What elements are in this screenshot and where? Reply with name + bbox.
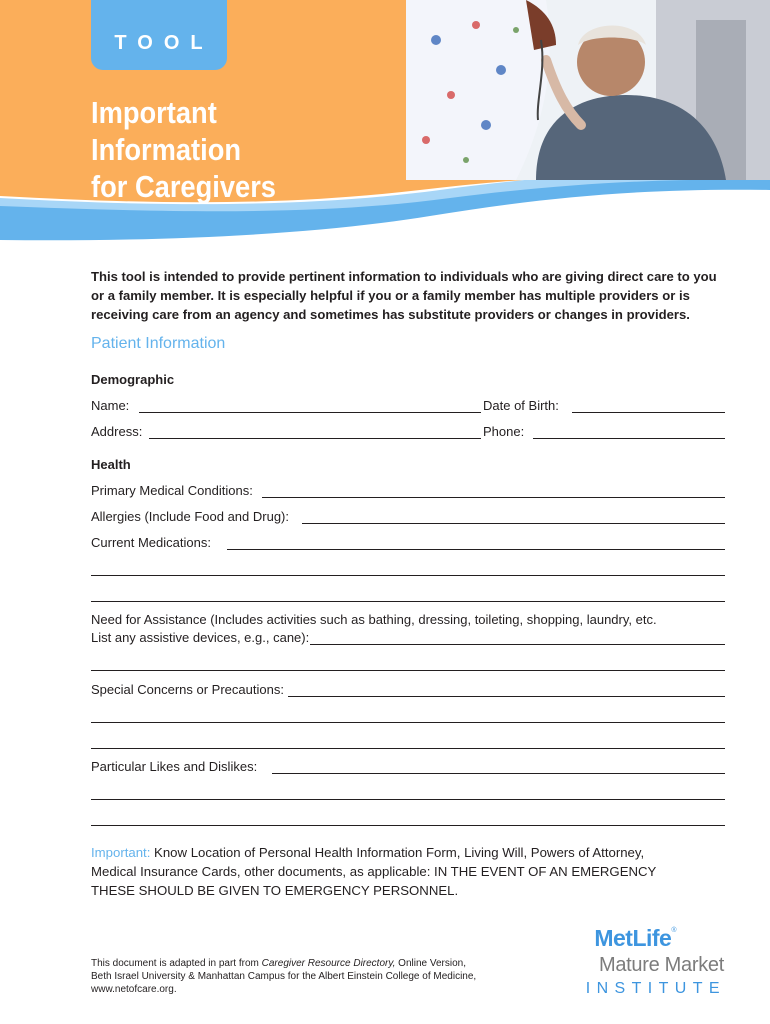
caregiver-photo xyxy=(406,0,770,180)
medications-field[interactable] xyxy=(227,549,725,550)
likes-field-line-2[interactable] xyxy=(91,799,725,800)
assistance-field-line-2[interactable] xyxy=(91,670,725,671)
footer-source-title: Caregiver Resource Directory, xyxy=(261,958,396,969)
metlife-logo xyxy=(594,925,676,952)
metlife-brand: MetLife xyxy=(594,925,672,951)
footer-note xyxy=(91,957,561,996)
important-line-2: Medical Insurance Cards, other documents, as applicable: IN THE EVENT OF AN EMERGENCY xyxy=(91,864,657,879)
phone-label: Phone: xyxy=(483,424,525,439)
medications-field-line-2[interactable] xyxy=(91,575,725,576)
concerns-field-line-2[interactable] xyxy=(91,722,725,723)
institute-logo-text: INSTITUTE xyxy=(585,980,726,997)
important-note xyxy=(91,843,711,900)
dob-field[interactable] xyxy=(572,412,725,413)
address-field[interactable] xyxy=(149,438,481,439)
likes-field-line-3[interactable] xyxy=(91,825,725,826)
important-label: Important: xyxy=(91,845,151,860)
important-line-1 xyxy=(91,843,711,862)
section-heading: Patient Information xyxy=(91,335,226,352)
footer-prefix: This document is adapted in part from xyxy=(91,958,262,969)
concerns-field-line-3[interactable] xyxy=(91,748,725,749)
likes-label: Particular Likes and Dislikes: xyxy=(91,759,258,774)
name-label: Name: xyxy=(91,398,130,413)
footer-link: www.netofcare.org. xyxy=(91,984,177,995)
concerns-label: Special Concerns or Precautions: xyxy=(91,682,284,697)
footer-line-2: Beth Israel University & Manhattan Campus for the Albert Einstein College of Medicine, xyxy=(91,971,477,982)
allergies-field[interactable] xyxy=(302,523,725,524)
page-title xyxy=(91,94,373,205)
tool-badge: TOOL xyxy=(91,0,227,70)
conditions-label: Primary Medical Conditions: xyxy=(91,483,253,498)
intro-paragraph: This tool is intended to provide pertinent information to individuals who are giving direct care to you or a family member. It is especially helpful if you or a family member has multiple providers or is receiving care from an agency and sometimes has substitute providers or changes in providers. xyxy=(91,269,717,322)
registered-mark: ® xyxy=(671,927,676,934)
allergies-label: Allergies (Include Food and Drug): xyxy=(91,509,289,524)
assistance-field[interactable] xyxy=(310,644,725,645)
address-label: Address: xyxy=(91,424,143,439)
concerns-field[interactable] xyxy=(288,696,725,697)
phone-field[interactable] xyxy=(533,438,725,439)
medications-label: Current Medications: xyxy=(91,535,211,550)
assistance-label-line-2: List any assistive devices, e.g., cane): xyxy=(91,630,310,645)
assistance-label-line-1: Need for Assistance (Includes activities such as bathing, dressing, toileting, shopping, laundry, etc. xyxy=(91,612,657,627)
health-heading: Health xyxy=(91,457,131,472)
name-field[interactable] xyxy=(139,412,481,413)
important-text-1: Know Location of Personal Health Information Form, Living Will, Powers of Attorney, xyxy=(150,845,645,860)
demographic-heading: Demographic xyxy=(91,372,175,387)
medications-field-line-3[interactable] xyxy=(91,601,725,602)
mature-market-logo-text: Mature Market xyxy=(598,954,724,976)
title-line-1: Important Information xyxy=(91,95,242,167)
footer-line-1 xyxy=(91,957,561,970)
likes-field[interactable] xyxy=(272,773,725,774)
title-line-2: for Caregivers xyxy=(91,169,276,204)
conditions-field[interactable] xyxy=(262,497,725,498)
dob-label: Date of Birth: xyxy=(483,398,559,413)
important-line-3: THESE SHOULD BE GIVEN TO EMERGENCY PERSONNEL. xyxy=(91,883,459,898)
footer-line-1-rest: Online Version, xyxy=(395,958,466,969)
